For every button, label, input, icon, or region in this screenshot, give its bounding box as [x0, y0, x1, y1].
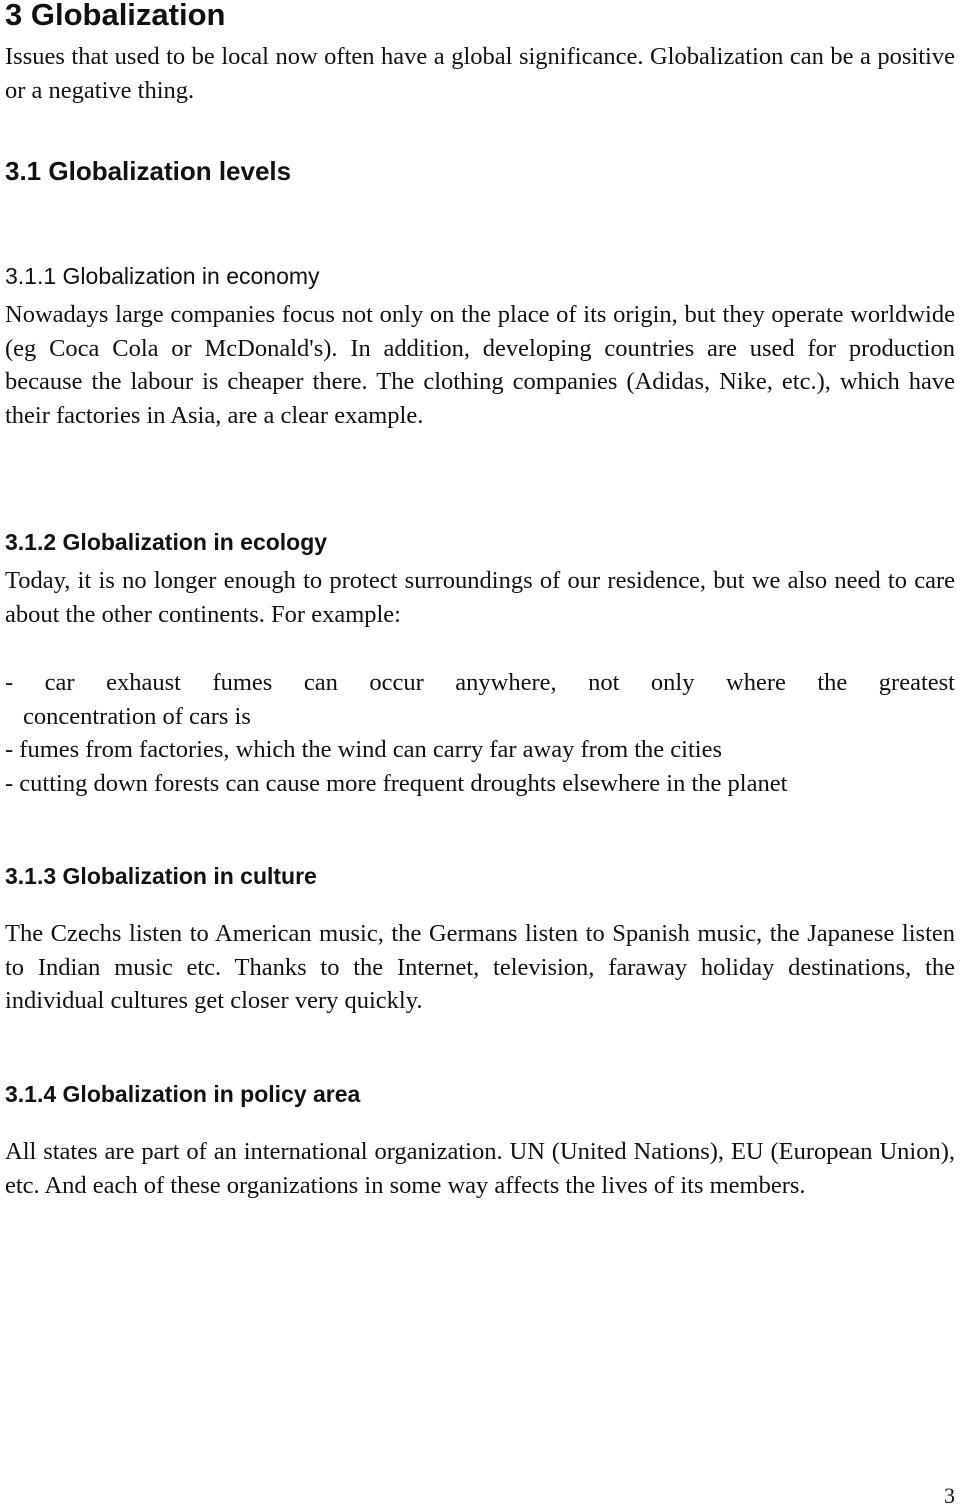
list-item-text: - car exhaust fumes can occur anywhere, not only where the greatest	[5, 669, 955, 696]
subsection-heading: 3.1 Globalization levels	[5, 156, 292, 186]
list-item-text: - fumes from factories, which the wind can carry far away from the cities	[5, 736, 723, 764]
economy-heading: 3.1.1 Globalization in economy	[5, 263, 320, 289]
section-intro-paragraph: Issues that used to be local now often have a global significance. Globalization can be a positive or a negative thing.	[5, 43, 955, 104]
policy-paragraph: All states are part of an international organization. UN (United Nations), EU (European Union), etc. And each of these organizations in some way affects the lives of its members.	[5, 1138, 955, 1199]
list-item	[5, 666, 955, 733]
section-heading: 3 Globalization	[5, 0, 226, 32]
ecology-paragraph: Today, it is no longer enough to protect surroundings of our residence, but we also need to care about the other continents. For example:	[5, 567, 955, 628]
ecology-heading: 3.1.2 Globalization in ecology	[5, 529, 328, 555]
economy-paragraph: Nowadays large companies focus not only on the place of its origin, but they operate worldwide (eg Coca Cola or McDonald's). In addition, developing countries are used for production because the labour is cheaper there. The clothing companies (Adidas, Nike, etc.), which have their factories in Asia, are a clear example.	[5, 301, 955, 429]
list-item-continuation: concentration of cars is	[23, 702, 251, 730]
culture-heading: 3.1.3 Globalization in culture	[5, 863, 317, 889]
list-item	[5, 733, 955, 767]
policy-heading: 3.1.4 Globalization in policy area	[5, 1081, 361, 1107]
culture-paragraph: The Czechs listen to American music, the Germans listen to Spanish music, the Japanese listen to Indian music etc. Thanks to the Internet, television, faraway holiday destinations, the individual cultures get closer very quickly.	[5, 920, 955, 1015]
ecology-examples-list	[5, 666, 955, 800]
list-item	[5, 767, 955, 801]
page-number: 3	[944, 1483, 955, 1508]
list-item-text: - cutting down forests can cause more frequent droughts elsewhere in the planet	[5, 769, 788, 797]
